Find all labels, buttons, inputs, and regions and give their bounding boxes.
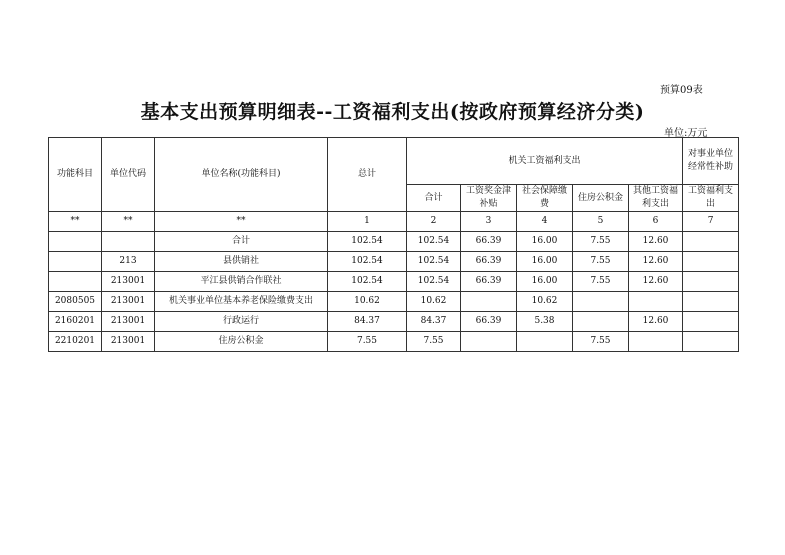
cell-social-security: 16.00: [517, 232, 573, 252]
cell-func-subject: 2160201: [49, 312, 102, 332]
cell-housing-fund: 7.55: [573, 232, 629, 252]
budget-table: [48, 137, 739, 352]
header-inst-salary: 工资福利支出: [683, 185, 739, 212]
index-cell: 7: [683, 212, 739, 232]
table-row: [49, 312, 739, 332]
cell-salary-bonus: 66.39: [461, 312, 517, 332]
cell-unit-code: 213001: [102, 292, 155, 312]
cell-other-welfare: 12.60: [629, 312, 683, 332]
form-number: 预算09表: [660, 85, 703, 96]
cell-total: 102.54: [328, 252, 407, 272]
cell-unit-code: 213001: [102, 272, 155, 292]
page-title: 基本支出预算明细表--工资福利支出(按政府预算经济分类): [140, 101, 645, 123]
cell-housing-fund: 7.55: [573, 332, 629, 352]
cell-inst-salary: [683, 312, 739, 332]
cell-total: 10.62: [328, 292, 407, 312]
cell-unit-code: 213: [102, 252, 155, 272]
index-cell: 1: [328, 212, 407, 232]
index-cell: 6: [629, 212, 683, 232]
cell-salary-bonus: 66.39: [461, 252, 517, 272]
header-unit-code: 单位代码: [102, 138, 155, 212]
cell-social-security: 16.00: [517, 272, 573, 292]
cell-total: 7.55: [328, 332, 407, 352]
cell-subtotal: 102.54: [407, 272, 461, 292]
cell-func-subject: [49, 252, 102, 272]
cell-unit-name: 机关事业单位基本养老保险缴费支出: [155, 292, 328, 312]
cell-total: 102.54: [328, 232, 407, 252]
index-cell: 2: [407, 212, 461, 232]
cell-unit-name: 县供销社: [155, 252, 328, 272]
cell-social-security: 16.00: [517, 252, 573, 272]
table-row: [49, 332, 739, 352]
index-cell: **: [49, 212, 102, 232]
cell-subtotal: 10.62: [407, 292, 461, 312]
table-row: [49, 252, 739, 272]
cell-social-security: 10.62: [517, 292, 573, 312]
cell-salary-bonus: [461, 332, 517, 352]
cell-unit-name: 平江县供销合作联社: [155, 272, 328, 292]
unit-label: 单位:万元: [664, 128, 708, 139]
cell-salary-bonus: 66.39: [461, 232, 517, 252]
index-cell: **: [155, 212, 328, 232]
cell-unit-name: 行政运行: [155, 312, 328, 332]
table-row: [49, 292, 739, 312]
cell-func-subject: 2210201: [49, 332, 102, 352]
cell-other-welfare: [629, 332, 683, 352]
cell-total: 102.54: [328, 272, 407, 292]
index-cell: **: [102, 212, 155, 232]
header-org-salary-group: 机关工资福利支出: [407, 138, 683, 185]
header-unit-name: 单位名称(功能科目): [155, 138, 328, 212]
cell-other-welfare: [629, 292, 683, 312]
cell-inst-salary: [683, 232, 739, 252]
cell-func-subject: 2080505: [49, 292, 102, 312]
cell-subtotal: 102.54: [407, 252, 461, 272]
cell-housing-fund: [573, 312, 629, 332]
header-func-subject: 功能科目: [49, 138, 102, 212]
index-cell: 5: [573, 212, 629, 232]
header-inst-subsidy-group: 对事业单位经常性补助: [683, 138, 739, 185]
cell-other-welfare: 12.60: [629, 252, 683, 272]
cell-subtotal: 102.54: [407, 232, 461, 252]
cell-subtotal: 84.37: [407, 312, 461, 332]
cell-salary-bonus: [461, 292, 517, 312]
header-subtotal: 合计: [407, 185, 461, 212]
cell-unit-code: [102, 232, 155, 252]
cell-inst-salary: [683, 332, 739, 352]
header-salary-bonus: 工资奖金津补贴: [461, 185, 517, 212]
index-cell: 3: [461, 212, 517, 232]
cell-total: 84.37: [328, 312, 407, 332]
cell-unit-name: 合计: [155, 232, 328, 252]
cell-inst-salary: [683, 292, 739, 312]
cell-func-subject: [49, 232, 102, 252]
cell-func-subject: [49, 272, 102, 292]
cell-housing-fund: 7.55: [573, 272, 629, 292]
header-total: 总计: [328, 138, 407, 212]
cell-housing-fund: 7.55: [573, 252, 629, 272]
cell-subtotal: 7.55: [407, 332, 461, 352]
index-row: [49, 212, 739, 232]
cell-salary-bonus: 66.39: [461, 272, 517, 292]
cell-other-welfare: 12.60: [629, 272, 683, 292]
cell-other-welfare: 12.60: [629, 232, 683, 252]
index-cell: 4: [517, 212, 573, 232]
cell-unit-code: 213001: [102, 332, 155, 352]
cell-housing-fund: [573, 292, 629, 312]
cell-social-security: 5.38: [517, 312, 573, 332]
cell-unit-code: 213001: [102, 312, 155, 332]
cell-social-security: [517, 332, 573, 352]
table-row: [49, 232, 739, 252]
cell-unit-name: 住房公积金: [155, 332, 328, 352]
cell-inst-salary: [683, 272, 739, 292]
cell-inst-salary: [683, 252, 739, 272]
header-other-welfare: 其他工资福利支出: [629, 185, 683, 212]
table-row: [49, 272, 739, 292]
header-housing-fund: 住房公积金: [573, 185, 629, 212]
header-social-security: 社会保障缴费: [517, 185, 573, 212]
